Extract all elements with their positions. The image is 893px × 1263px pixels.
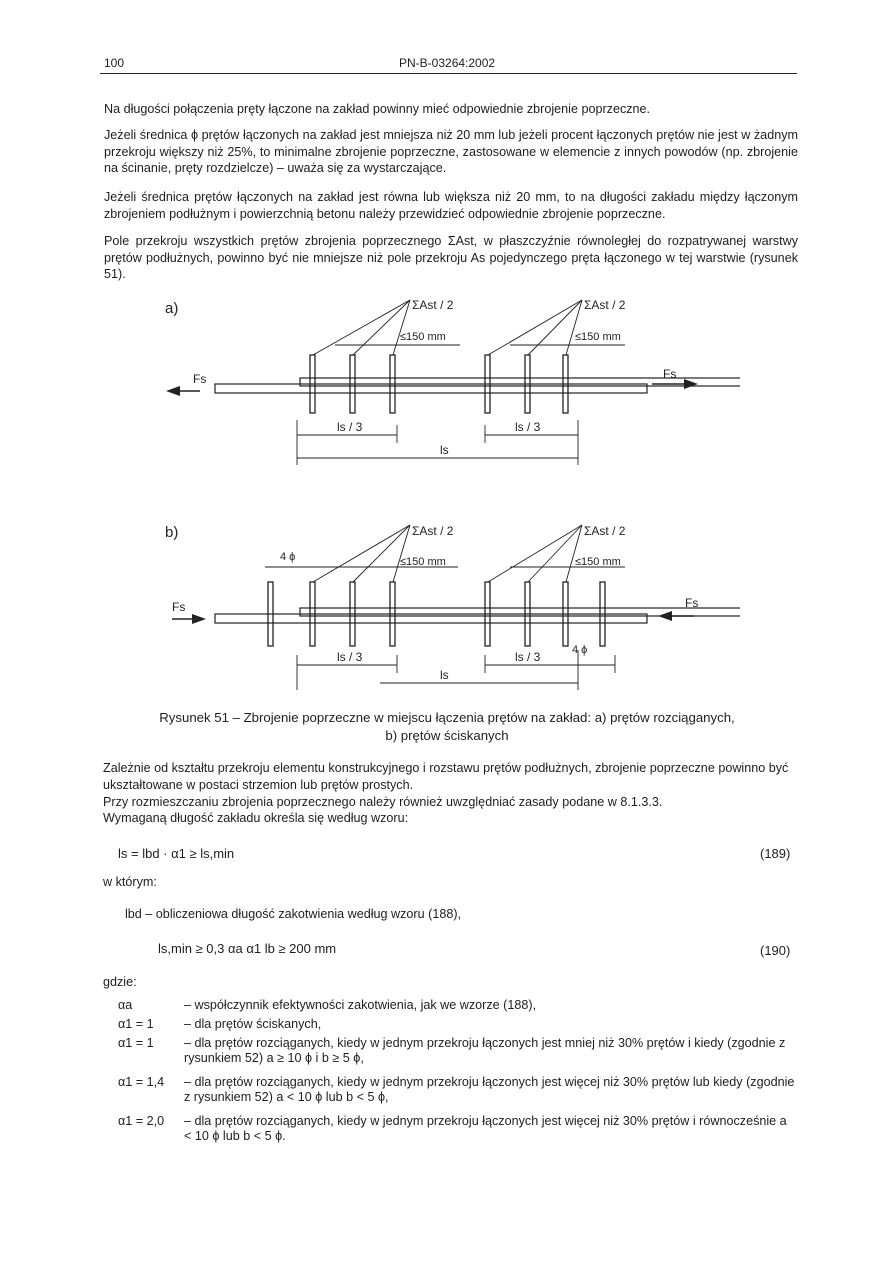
definition-text: – dla prętów rozciąganych, kiedy w jednym przekroju łączonych jest mniej niż 30% prętów i kiedy (zgodnie z rysunkiem 52) a ≥ 10 ϕ i b ≥ 5 ϕ, (184, 1036, 786, 1065)
paragraph-3: Jeżeli średnica prętów łączonych na zakład jest równa lub większa niż 20 mm, to na długości zakładu między łączonym zbrojeniem podłużnym i powierzchnią betonu należy przewidzieć odpowiednie zbrojenie poprzeczne. (104, 190, 798, 221)
ls-label-a: ls (440, 443, 449, 457)
definition-symbol: αa (118, 998, 133, 1012)
standard-id: PN-B-03264:2002 (399, 56, 496, 70)
spacing-label-a1: ≤150 mm (400, 331, 446, 343)
figure-a (100, 285, 740, 470)
definition-text: – dla prętów rozciąganych, kiedy w jednym przekroju łączonych jest więcej niż 30% prętów lub kiedy (zgodnie z rysunkiem 52) a < 10 ϕ lub b < 5 ϕ, (184, 1075, 795, 1104)
header-rule (100, 73, 797, 74)
force-arrow-left-a (166, 386, 180, 396)
paragraph-1: Na długości połączenia pręty łączone na zakład powinny mieć odpowiednie zbrojenie poprzeczne. (104, 102, 651, 116)
lapped-bar-upper-b (300, 608, 740, 616)
sum-label-a2: ΣAst / 2 (584, 298, 626, 312)
force-label-a-right: Fs (663, 367, 677, 381)
definition-row (118, 1114, 798, 1146)
gdzie-label: gdzie: (103, 975, 137, 989)
lapped-bar-lower-b (215, 614, 647, 623)
definition-symbol: α1 = 1 (118, 1036, 154, 1050)
definition-text: – współczynnik efektywności zakotwienia, jak we wzorze (188), (184, 998, 537, 1012)
paragraph-4: Pole przekroju wszystkich prętów zbrojenia poprzecznego ΣAst, w płaszczyźnie równoległej do rozpatrywanej warstwy prętów podłużnych, powinno być nie mniejsze niż pole przekroju As pojedynczego pręta łączonego w tej warstwie (rysunek 51). (104, 234, 798, 281)
paragraph-2: Jeżeli średnica ϕ prętów łączonych na zakład jest mniejsza niż 20 mm lub jeżeli procent łączonych prętów nie jest w żadnym przekroju większy niż 25%, to minimalne zbrojenie poprzeczne, zastosowane w elemencie z innych powodów (np. zbrojenie na ścinanie, pręty rozdzielcze) – uważa się za wystarczające. (104, 128, 798, 175)
formula-190: ls,min ≥ 0,3 αa α1 lb ≥ 200 mm (158, 941, 337, 956)
force-label-a-left: Fs (193, 372, 207, 386)
definition-symbol: α1 = 2,0 (118, 1114, 165, 1128)
spacing-label-b1: ≤150 mm (400, 556, 446, 568)
force-arrow-right-a (684, 379, 698, 389)
sum-label-b1: ΣAst / 2 (412, 524, 454, 538)
spacing-label-a2: ≤150 mm (575, 331, 621, 343)
figure-b (100, 515, 740, 700)
ls-label-b: ls (440, 668, 449, 682)
sum-label-a1: ΣAst / 2 (412, 298, 454, 312)
force-label-b-right: Fs (685, 596, 699, 610)
definition-symbol: α1 = 1 (118, 1017, 154, 1031)
sum-label-b2: ΣAst / 2 (584, 524, 626, 538)
spacing-label-b2: ≤150 mm (575, 556, 621, 568)
formula-189: ls = lbd · α1 ≥ ls,min (118, 846, 235, 861)
formula-189-number: (189) (760, 846, 791, 861)
paragraph-after-3: Wymaganą długość zakładu określa się według wzoru: (103, 811, 409, 825)
paragraph-after-2: Przy rozmieszczaniu zbrojenia poprzecznego należy również uwzględniać zasady podane w 8.1.3.3. (103, 795, 663, 809)
lbd-definition: lbd – obliczeniowa długość zakotwienia według wzoru (188), (125, 907, 462, 921)
figure-a-label: a) (165, 300, 179, 317)
ls3-label-a2: ls / 3 (515, 420, 541, 434)
caption-line-1: Rysunek 51 – Zbrojenie poprzeczne w miejscu łączenia prętów na zakład: a) prętów rozciąganych, (159, 710, 735, 725)
four-phi-label-b1: 4 ϕ (280, 551, 296, 563)
definition-row (118, 1075, 798, 1107)
figure-b-label: b) (165, 524, 179, 541)
paragraph-after-1: Zależnie od kształtu przekroju elementu konstrukcyjnego i rozstawu prętów podłużnych, zbrojenie poprzeczne powinno być ukształtowane w postaci strzemion lub prętów prostych. (103, 761, 789, 792)
sum-leaders-a (313, 300, 625, 355)
page-number: 100 (104, 56, 125, 70)
caption-line-2: b) prętów ściskanych (385, 728, 509, 743)
definition-text: – dla prętów rozciąganych, kiedy w jednym przekroju łączonych jest więcej niż 30% prętów i równocześnie a < 10 ϕ lub b < 5 ϕ. (184, 1114, 787, 1143)
force-arrow-right-b (658, 611, 672, 621)
ls3-label-b1: ls / 3 (337, 650, 363, 664)
w-ktorym-label: w którym: (103, 875, 157, 889)
force-arrow-left-b (192, 614, 206, 624)
force-label-b-left: Fs (172, 600, 186, 614)
definition-row (118, 1036, 798, 1068)
lapped-bar-lower (215, 384, 647, 393)
ls3-label-a1: ls / 3 (337, 420, 363, 434)
ls3-label-b2: ls / 3 (515, 650, 541, 664)
definition-symbol: α1 = 1,4 (118, 1075, 165, 1089)
definition-text: – dla prętów ściskanych, (184, 1017, 322, 1031)
definition-row (118, 998, 798, 1014)
definition-row (118, 1017, 798, 1033)
four-phi-label-b2: 4 ϕ (572, 644, 588, 656)
figure-caption (100, 709, 794, 745)
formula-190-number: (190) (760, 943, 791, 958)
